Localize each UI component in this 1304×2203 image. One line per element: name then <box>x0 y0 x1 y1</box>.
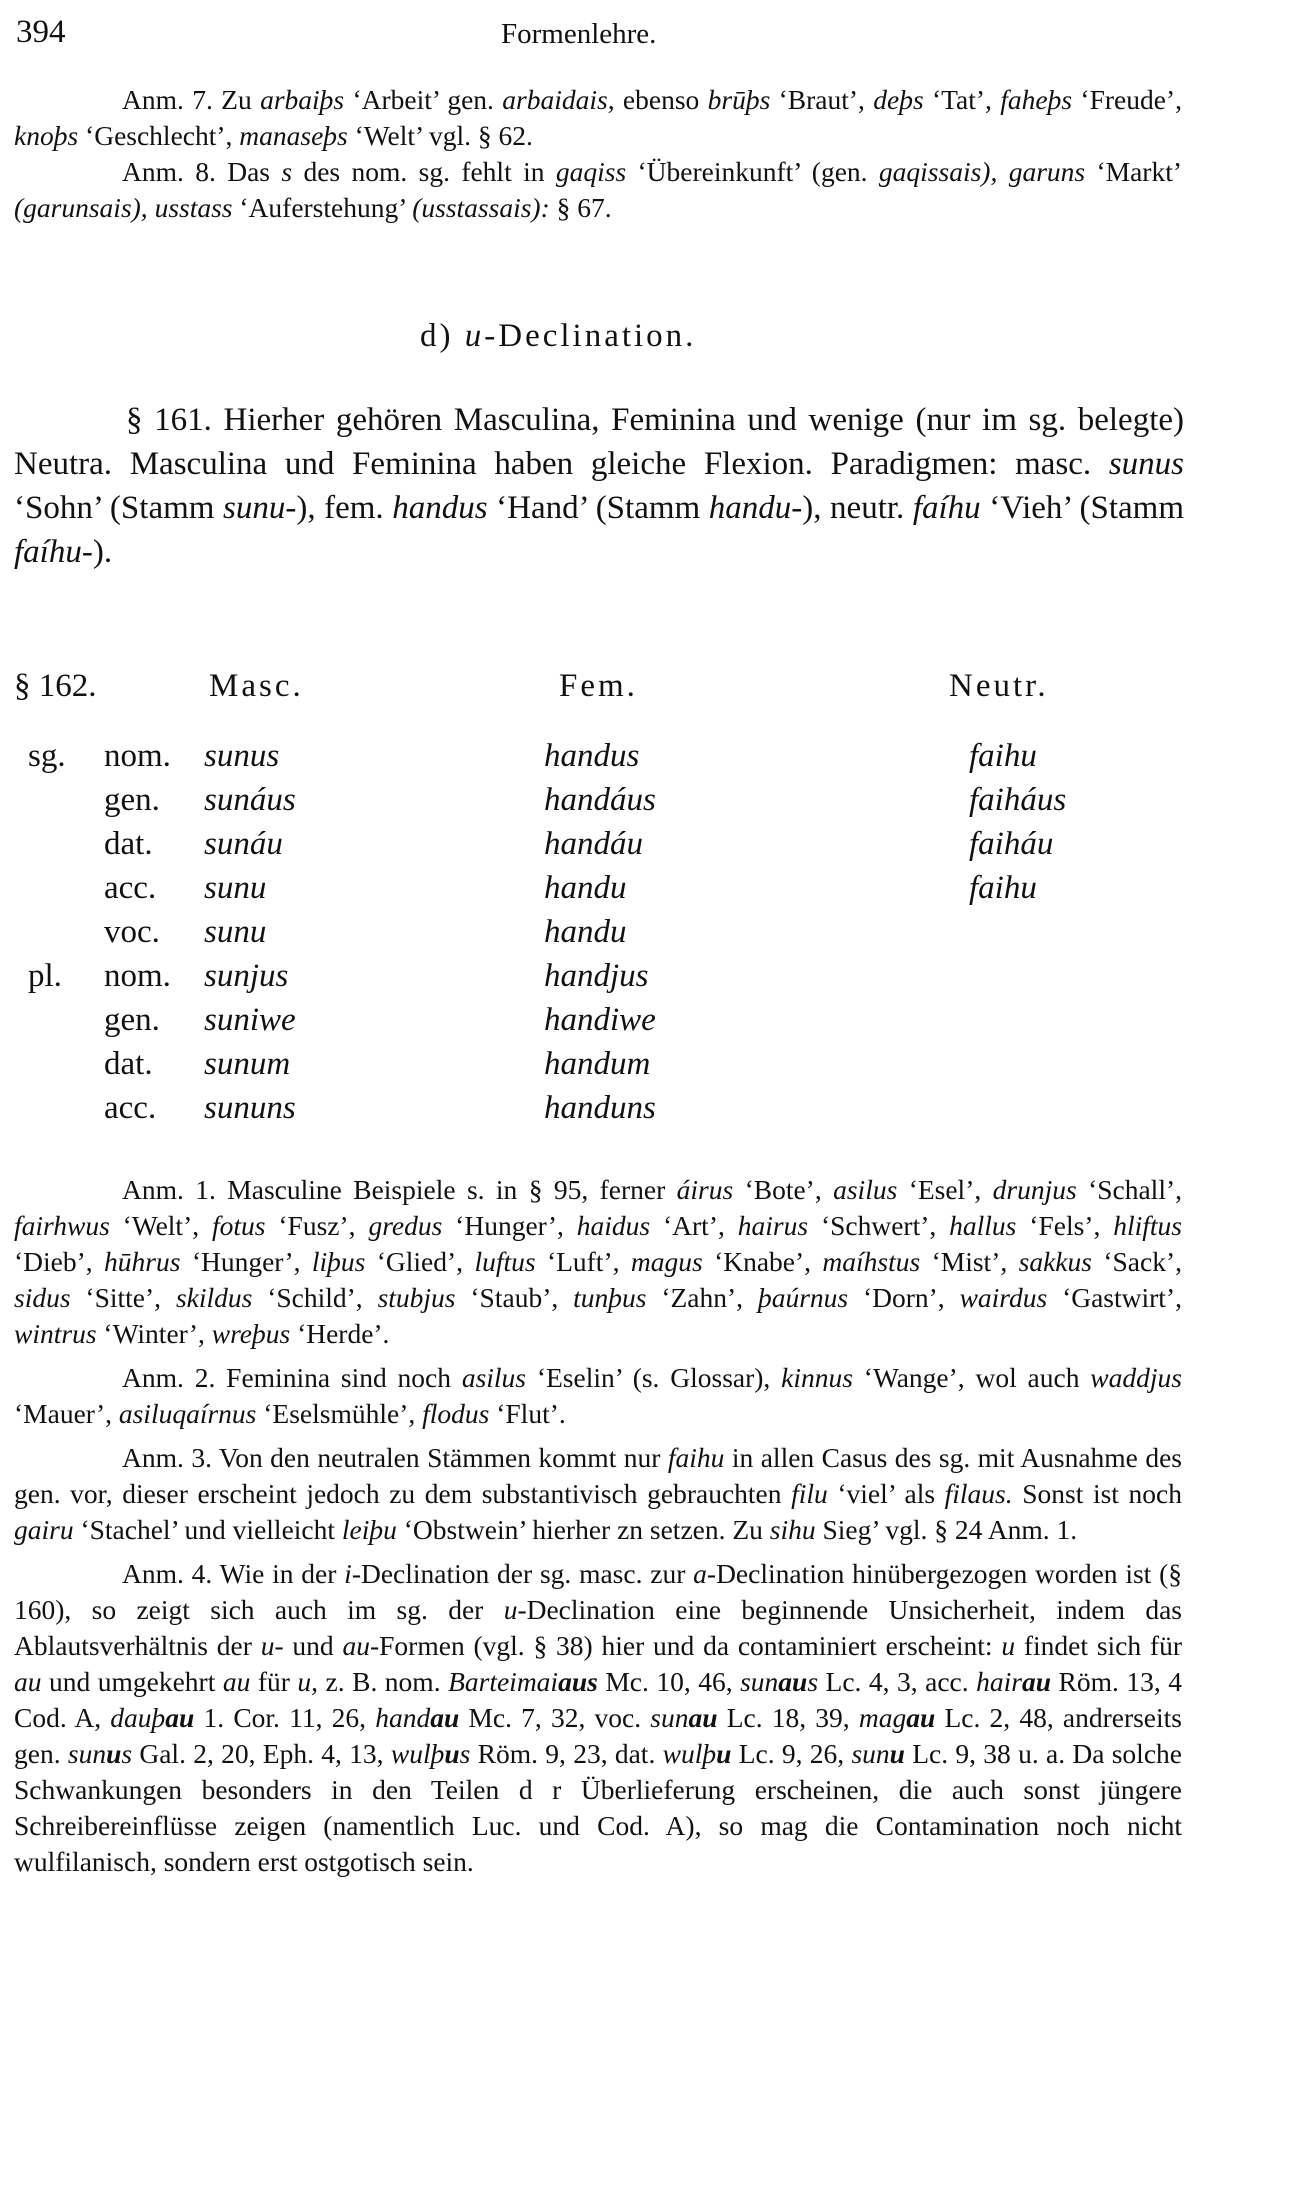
italic-term: sunus <box>1108 446 1184 482</box>
italic-term: a <box>693 1558 707 1589</box>
note-anm-2 <box>14 1360 1182 1432</box>
text-run <box>148 192 155 223</box>
text-run: - und <box>274 1630 343 1661</box>
italic-term: brūþs <box>707 84 771 115</box>
italic-term: u <box>716 1738 732 1769</box>
italic-term: waddjus <box>1090 1362 1182 1393</box>
italic-term: au <box>222 1666 251 1697</box>
italic-term: skildus <box>175 1282 253 1313</box>
text-run: ‘Obstwein’ hierher zn setzen. Zu <box>396 1514 770 1545</box>
text-run: 1. Cor. 11, 26, <box>194 1702 376 1733</box>
text-run: ‘Hunger’, <box>180 1246 312 1277</box>
page-header <box>16 14 1196 54</box>
text-run: Anm. 4. Wie in der <box>122 1558 345 1589</box>
text-run: d) <box>420 318 465 354</box>
text-run: Sieg’ vgl. § 24 Anm. 1. <box>815 1514 1078 1545</box>
italic-term: Barteimai <box>448 1666 559 1697</box>
note-anm-3 <box>14 1440 1182 1548</box>
italic-term: deþs <box>873 84 924 115</box>
text-run: ‘Winter’, <box>96 1318 212 1349</box>
masc-form: sunu <box>204 870 267 906</box>
fem-form: handus <box>544 738 640 774</box>
text-run: ‘Schwert’, <box>808 1210 950 1241</box>
text-run: -Formen (vgl. § 38) hier und da contaminiert erscheint: <box>369 1630 1002 1661</box>
italic-term: au <box>430 1702 460 1733</box>
text-run: ‘Dorn’, <box>848 1282 960 1313</box>
case-label: gen. <box>104 1002 160 1038</box>
text-run: in allen Casus des sg. mit Ausnahme des gen. vor, dieser erscheint jedoch zu dem substantivisch gebrauchten <box>14 1442 1182 1509</box>
text-run: Anm. 3. Von den neutralen Stämmen kommt nur <box>122 1442 668 1473</box>
fem-form: handu <box>544 870 627 906</box>
text-run: -Declination eine beginnende Unsicherheit, indem das Ablautsverhältnis der <box>14 1594 1182 1661</box>
italic-term: arbaidais, <box>502 84 615 115</box>
fem-form: handjus <box>544 958 649 994</box>
italic-term: u <box>444 1738 460 1769</box>
italic-term: maíhstus <box>822 1246 921 1277</box>
number-label: sg. <box>28 738 66 774</box>
text-run: Röm. 9, 23, dat. <box>470 1738 663 1769</box>
italic-term: leiþu <box>341 1514 397 1545</box>
italic-term: s <box>459 1738 471 1769</box>
italic-term: sakkus <box>1018 1246 1092 1277</box>
text-run: Röm. 13, 4 Cod. A, <box>14 1666 1182 1733</box>
text-run: -Declination der sg. masc. zur <box>351 1558 694 1589</box>
page-number: 394 <box>16 14 66 50</box>
italic-term: luftus <box>474 1246 536 1277</box>
italic-term: asiluqaírnus <box>118 1398 257 1429</box>
italic-term: hūhrus <box>104 1246 181 1277</box>
case-label: gen. <box>104 782 160 818</box>
italic-term: u <box>260 1630 275 1661</box>
text-run: Anm. 1. Masculine Beispiele s. in § 95, ferner <box>122 1174 677 1205</box>
text-run: Mc. 7, 32, voc. <box>459 1702 651 1733</box>
italic-term: wulþ <box>662 1738 717 1769</box>
italic-term: sidus <box>14 1282 71 1313</box>
italic-term: u <box>1001 1630 1016 1661</box>
italic-term: aus <box>558 1666 598 1697</box>
text-run: ‘Luft’, <box>535 1246 631 1277</box>
italic-term: faíhu- <box>14 534 93 570</box>
text-run: für <box>250 1666 298 1697</box>
text-run: ‘Schall’, <box>1076 1174 1182 1205</box>
text-run: ‘Fusz’, <box>265 1210 369 1241</box>
text-run: Anm. 7. Zu <box>122 84 261 115</box>
case-label: acc. <box>104 1090 157 1126</box>
italic-term: stubjus <box>377 1282 456 1313</box>
italic-term: gaqissais), <box>878 156 998 187</box>
paradigm-row <box>14 914 1194 958</box>
text-run: Lc. 2, 48, andrerseits gen. <box>14 1702 1182 1769</box>
neutr-form: faiháus <box>969 782 1067 818</box>
paradigm-row <box>14 870 1194 914</box>
italic-term: handu- <box>708 490 803 526</box>
section-162-label: § 162. <box>14 668 97 704</box>
case-label: nom. <box>104 958 171 994</box>
neutr-form: faihu <box>969 738 1037 774</box>
italic-term: faíhu <box>912 490 981 526</box>
masc-form: sununs <box>204 1090 296 1126</box>
text-run: z. B. nom. <box>318 1666 449 1697</box>
text-run: ‘Gastwirt’, <box>1047 1282 1182 1313</box>
text-run: Gal. 2, 20, Eph. 4, 13, <box>132 1738 391 1769</box>
paradigm-rows <box>14 738 1194 1134</box>
italic-term: handus <box>392 490 488 526</box>
italic-term: sihu <box>769 1514 816 1545</box>
text-run: ‘Eselin’ (s. Glossar), <box>526 1362 782 1393</box>
note-anm-4 <box>14 1556 1182 1880</box>
text-run: ‘Dieb’, <box>14 1246 105 1277</box>
text-run: ), neutr. <box>802 490 913 526</box>
text-run: ‘Esel’, <box>897 1174 993 1205</box>
italic-term: asilus <box>833 1174 898 1205</box>
text-run: § 67. <box>549 192 612 223</box>
italic-term: sunu- <box>222 490 297 526</box>
italic-term: hliftus <box>1113 1210 1182 1241</box>
text-run: ‘Art’, <box>650 1210 738 1241</box>
text-run: ‘Herde’. <box>290 1318 390 1349</box>
paradigm-headings <box>14 668 1194 738</box>
italic-term: u <box>106 1738 122 1769</box>
italic-term: u <box>503 1594 518 1625</box>
italic-term: wreþus <box>211 1318 291 1349</box>
text-run: ebenso <box>614 84 708 115</box>
italic-term: gairu <box>14 1514 74 1545</box>
text-run: ‘Knabe’, <box>702 1246 823 1277</box>
text-run <box>997 156 1008 187</box>
italic-term: au <box>1021 1666 1052 1697</box>
fem-form: handuns <box>544 1090 656 1126</box>
italic-term: au <box>906 1702 936 1733</box>
masc-form: sunus <box>204 738 280 774</box>
italic-term: haidus <box>576 1210 651 1241</box>
masc-form: sunu <box>204 914 267 950</box>
text-run: ‘Fels’, <box>1016 1210 1114 1241</box>
italic-term: wintrus <box>14 1318 97 1349</box>
text-run: ‘Tat’, <box>923 84 1001 115</box>
number-label: pl. <box>28 958 62 994</box>
italic-term: magus <box>630 1246 703 1277</box>
paradigm-row <box>14 1002 1194 1046</box>
italic-term: (garunsais), <box>14 192 148 223</box>
italic-term: usstass <box>154 192 233 223</box>
text-run: -Declination hinübergezogen worden ist (§ 160), so zeigt sich auch im sg. der <box>14 1558 1183 1625</box>
masc-form: sunáu <box>204 826 283 862</box>
text-run: Sonst ist noch <box>1012 1478 1183 1509</box>
text-run: ‘Welt’ vgl. § 62. <box>347 120 533 151</box>
italic-term: hand <box>375 1702 431 1733</box>
italic-term: s <box>121 1738 133 1769</box>
case-label: voc. <box>104 914 160 950</box>
text-run: ‘Arbeit’ gen. <box>344 84 503 115</box>
text-run: ‘Übereinkunft’ (gen. <box>626 156 879 187</box>
italic-term: sun <box>67 1738 107 1769</box>
italic-term: i <box>344 1558 352 1589</box>
text-run: ‘Mist’, <box>920 1246 1019 1277</box>
italic-term: au <box>778 1666 808 1697</box>
italic-term: s <box>807 1666 819 1697</box>
neutr-form: faihu <box>969 870 1037 906</box>
italic-term: (usstassais): <box>412 192 550 223</box>
italic-term: sun <box>851 1738 890 1769</box>
text-run: ), fem. <box>296 490 393 526</box>
text-run: ‘Eselsmühle’, <box>256 1398 423 1429</box>
paradigm-row <box>14 826 1194 870</box>
text-run: ‘Sohn’ (Stamm <box>14 490 223 526</box>
note-anm-8 <box>14 154 1182 226</box>
italic-term: s <box>281 156 293 187</box>
paradigm-row <box>14 782 1194 826</box>
text-run: Lc. 4, 3, acc. <box>818 1666 977 1697</box>
italic-term: tunþus <box>573 1282 647 1313</box>
paradigm-row <box>14 1046 1194 1090</box>
text-run: ‘Markt’ <box>1085 156 1183 187</box>
text-run: Anm. 8. Das <box>122 156 282 187</box>
text-run: ‘Freude’, <box>1072 84 1182 115</box>
text-run: ). <box>92 534 113 570</box>
column-masc: Masc. <box>209 668 304 704</box>
italic-term: wairdus <box>959 1282 1048 1313</box>
italic-term: au <box>342 1630 370 1661</box>
italic-term: filu <box>791 1478 828 1509</box>
italic-term: u <box>889 1738 905 1769</box>
italic-term: arbaiþs <box>260 84 345 115</box>
paradigm-row <box>14 1090 1194 1134</box>
italic-term: asilus <box>461 1362 527 1393</box>
masc-form: sunjus <box>204 958 289 994</box>
text-run: Lc. 18, 39, <box>717 1702 859 1733</box>
paradigm-row <box>14 738 1194 782</box>
fem-form: handu <box>544 914 627 950</box>
fem-form: handiwe <box>544 1002 656 1038</box>
text-run: und umgekehrt <box>41 1666 223 1697</box>
italic-term: áirus <box>676 1174 734 1205</box>
text-run: ‘Sack’, <box>1091 1246 1182 1277</box>
text-run: des nom. sg. fehlt in <box>292 156 556 187</box>
italic-term: hair <box>976 1666 1022 1697</box>
text-run: ‘Geschlecht’, <box>78 120 240 151</box>
italic-term: drunjus <box>992 1174 1077 1205</box>
column-fem: Fem. <box>559 668 638 704</box>
italic-term: knoþs <box>14 120 79 151</box>
text-run: ‘Sitte’, <box>70 1282 176 1313</box>
italic-term: sun <box>650 1702 689 1733</box>
paradigm-row <box>14 958 1194 1002</box>
text-run: ‘Welt’, <box>109 1210 213 1241</box>
paragraph-161-text <box>14 398 1184 574</box>
text-run: ‘Bote’, <box>733 1174 834 1205</box>
note-anm-7 <box>14 82 1182 154</box>
italic-term: wulþ <box>390 1738 445 1769</box>
italic-term: hairus <box>737 1210 809 1241</box>
text-run: ‘viel’ als <box>827 1478 945 1509</box>
column-neutr: Neutr. <box>949 668 1049 704</box>
text-run: ‘Auferstehung’ <box>232 192 413 223</box>
masc-form: sunum <box>204 1046 291 1082</box>
italic-term: garuns <box>1008 156 1086 187</box>
text-run: Lc. 9, 26, <box>731 1738 852 1769</box>
running-title: Formenlehre. <box>501 18 657 50</box>
fem-form: handáu <box>544 826 643 862</box>
text-run: ‘Vieh’ (Stamm <box>980 490 1184 526</box>
text-run: ‘Staub’, <box>455 1282 574 1313</box>
text-run: ‘Glied’, <box>365 1246 475 1277</box>
text-run: findet sich für <box>1015 1630 1182 1661</box>
text-run: ‘Flut’. <box>489 1398 566 1429</box>
italic-term: au <box>688 1702 718 1733</box>
case-label: acc. <box>104 870 157 906</box>
italic-term: flodus <box>422 1398 490 1429</box>
case-label: dat. <box>104 1046 153 1082</box>
italic-term: sun <box>740 1666 779 1697</box>
italic-term: faheþs <box>1000 84 1073 115</box>
paradigm-table <box>14 668 1194 1134</box>
italic-term: dauþ <box>110 1702 166 1733</box>
italic-term: u, <box>297 1666 319 1697</box>
italic-term: liþus <box>311 1246 366 1277</box>
text-run: Anm. 2. Feminina sind noch <box>122 1362 462 1393</box>
text-run: ‘Mauer’, <box>14 1398 119 1429</box>
case-label: nom. <box>104 738 171 774</box>
italic-term: manaseþs <box>239 120 348 151</box>
text-run: -Declination. <box>484 318 697 354</box>
italic-term: gaqiss <box>555 156 627 187</box>
text-run: ‘Wange’, wol auch <box>852 1362 1091 1393</box>
text-run: Mc. 10, 46, <box>597 1666 741 1697</box>
text-run: ‘Schild’, <box>252 1282 378 1313</box>
neutr-form: faiháu <box>969 826 1054 862</box>
italic-term: mag <box>858 1702 907 1733</box>
italic-term: filaus. <box>944 1478 1013 1509</box>
italic-term: þaúrnus <box>757 1282 849 1313</box>
masc-form: sunáus <box>204 782 296 818</box>
text-run: ‘Zahn’, <box>646 1282 758 1313</box>
italic-term: au <box>14 1666 42 1697</box>
italic-term: faihu <box>667 1442 725 1473</box>
fem-form: handáus <box>544 782 656 818</box>
text-run: § 161. Hierher gehören Masculina, Feminina und wenige (nur im sg. belegte) Neutra. Masculina und Feminina haben gleiche Flexion. Paradigmen: masc. <box>14 402 1184 482</box>
text-run: ‘Braut’, <box>770 84 874 115</box>
italic-term: u <box>464 318 485 354</box>
text-run: ‘Stachel’ und vielleicht <box>73 1514 342 1545</box>
italic-term: au <box>165 1702 195 1733</box>
italic-term: gredus <box>368 1210 443 1241</box>
fem-form: handum <box>544 1046 651 1082</box>
italic-term: fotus <box>212 1210 266 1241</box>
text-run: ‘Hunger’, <box>442 1210 577 1241</box>
italic-term: kinnus <box>781 1362 853 1393</box>
masc-form: suniwe <box>204 1002 296 1038</box>
italic-term: fairhwus <box>14 1210 110 1241</box>
case-label: dat. <box>104 826 153 862</box>
notes-bottom <box>14 1172 1182 1880</box>
note-anm-1 <box>14 1172 1182 1352</box>
notes-top <box>14 82 1182 226</box>
section-title <box>420 318 696 355</box>
text-run: Lc. 9, 38 u. a. Da solche Schwankungen besonders in den Teilen d r Überlieferung erscheinen, die auch sonst jüngere Schreibereinflüsse zeigen (namentlich Luc. und Cod. A), so mag die Contamination noch nicht wulfilanisch, sondern erst ostgotisch sein. <box>14 1738 1182 1877</box>
text-run: ‘Hand’ (Stamm <box>487 490 709 526</box>
italic-term: hallus <box>949 1210 1017 1241</box>
paragraph-161 <box>14 398 1184 574</box>
